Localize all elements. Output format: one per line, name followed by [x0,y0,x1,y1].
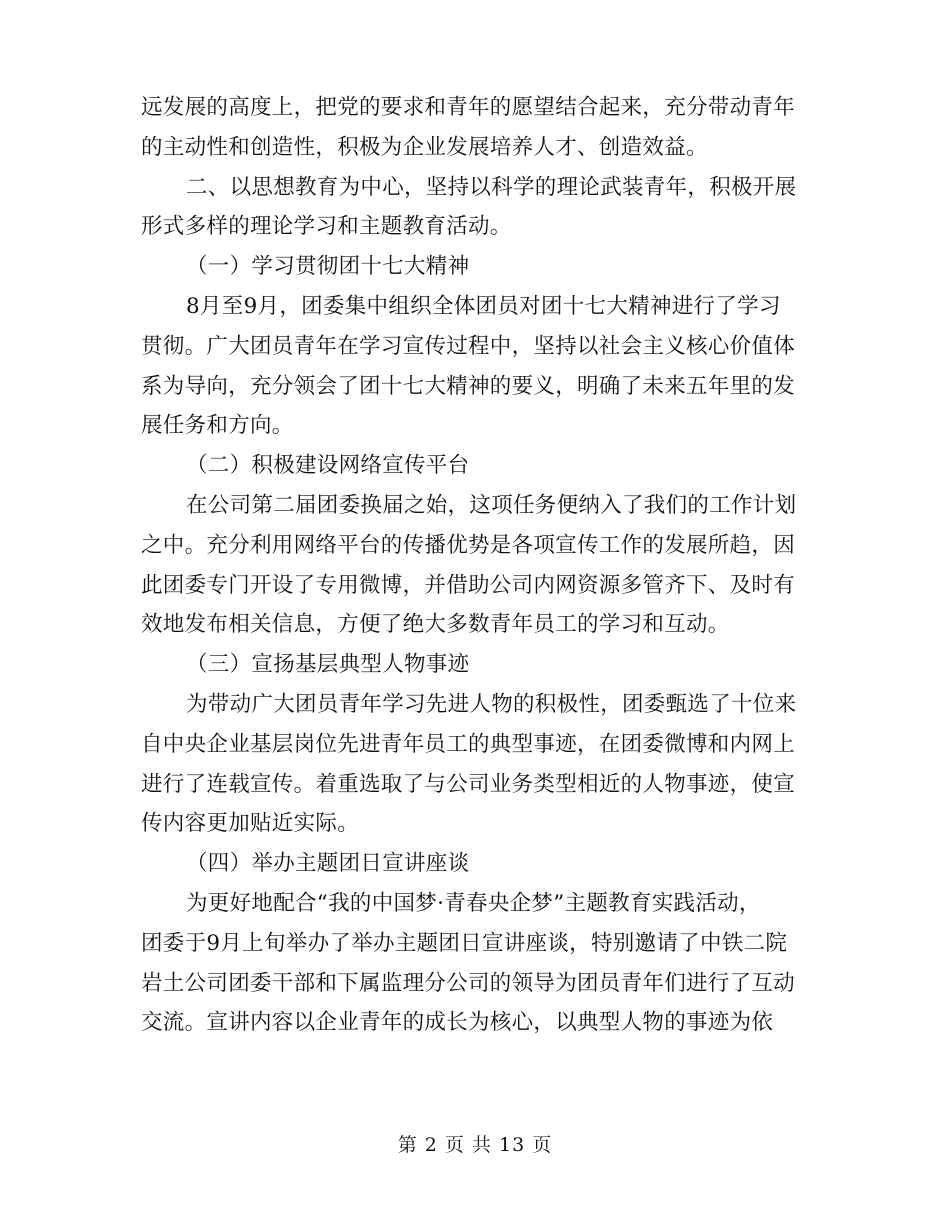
footer-total-pages: 13 [499,1134,526,1156]
text-line: 传内容更加贴近实际。 [141,811,360,837]
paragraph-start: 在公司第二届团委换届之始，这项任务便纳入了我们的工作计划 [186,492,797,518]
text-line: 形式多样的理论学习和主题教育活动。 [141,214,512,240]
text-line: 此团委专门开设了专用微博，并借助公司内网资源多管齐下、及时有 [141,572,796,598]
text-line: 贯彻。广大团员青年在学习宣传过程中，坚持以社会主义核心价值体 [141,333,796,359]
footer-suffix: 页 [532,1134,553,1156]
text-line: 团委于9月上旬举办了举办主题团日宣讲座谈，特别邀请了中铁二院 [141,930,788,956]
subsection-heading: （四）举办主题团日宣讲座谈 [186,851,470,877]
text-line: 进行了连载宣传。着重选取了与公司业务类型相近的人物事迹，使宣 [141,771,796,797]
text-line: 自中央企业基层岗位先进青年员工的典型事迹，在团委微博和内网上 [141,731,796,757]
text-line: 交流。宣讲内容以企业青年的成长为核心，以典型人物的事迹为依 [141,1010,774,1036]
subsection-heading: （二）积极建设网络宣传平台 [186,453,470,479]
page-footer [0,1130,950,1157]
footer-middle: 页 共 [444,1134,492,1156]
text-line: 系为导向，充分领会了团十七大精神的要义，明确了未来五年里的发 [141,373,796,399]
footer-prefix: 第 [397,1134,418,1156]
text-line: 远发展的高度上，把党的要求和青年的愿望结合起来，充分带动青年 [141,95,796,120]
subsection-heading: （三）宣扬基层典型人物事迹 [186,652,470,678]
text-line: 效地发布相关信息，方便了绝大多数青年员工的学习和互动。 [141,612,730,638]
section-heading: 二、以思想教育为中心，坚持以科学的理论武装青年，积极开展 [186,174,797,200]
subsection-heading: （一）学习贯彻团十七大精神 [186,254,470,280]
paragraph-start: 8月至9月，团委集中组织全体团员对团十七大精神进行了学习 [186,293,781,319]
paragraph-start: 为带动广大团员青年学习先进人物的积极性，团委甄选了十位来 [186,691,797,717]
text-line: 的主动性和创造性，积极为企业发展培养人才、创造效益。 [141,134,708,160]
document-body [141,88,813,1043]
text-line: 岩土公司团委干部和下属监理分公司的领导为团员青年们进行了互动 [141,970,796,996]
text-line: 展任务和方向。 [141,413,294,439]
text-line: 之中。充分利用网络平台的传播优势是各项宣传工作的发展所趋，因 [141,532,796,558]
footer-current-page: 2 [424,1134,438,1156]
paragraph-start: 为更好地配合“我的中国梦·青春央企梦”主题教育实践活动， [186,890,761,916]
